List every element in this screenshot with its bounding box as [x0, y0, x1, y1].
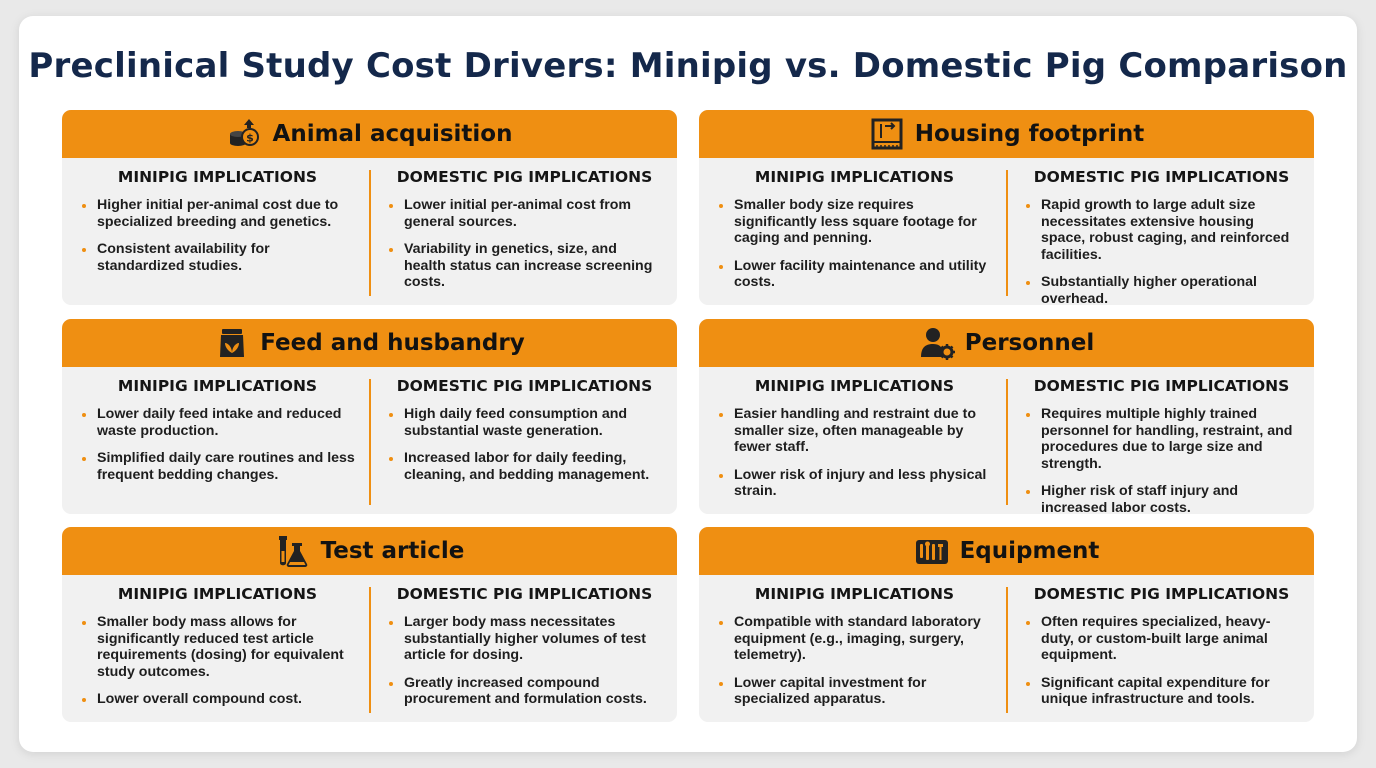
list-item: Increased labor for daily feeding, cleaning, and bedding management. [387, 450, 662, 483]
panel-body [62, 367, 677, 514]
bullet-list [80, 197, 355, 274]
panel-header [62, 527, 677, 575]
panel-equipment [699, 527, 1314, 722]
domestic-column [1006, 377, 1313, 514]
bullet-list [717, 614, 992, 708]
list-item: Lower risk of injury and less physical strain. [717, 467, 992, 500]
panel-header [62, 319, 677, 367]
bullet-list [387, 197, 662, 291]
panel-header [62, 110, 677, 158]
minipig-column [699, 585, 1006, 722]
list-item: Lower daily feed intake and reduced waste production. [80, 406, 355, 439]
minipig-column [699, 168, 1006, 305]
column-heading: MINIPIG IMPLICATIONS [117, 585, 318, 603]
list-item: Significant capital expenditure for unique infrastructure and tools. [1024, 675, 1299, 708]
list-item: Variability in genetics, size, and health status can increase screening costs. [387, 241, 662, 291]
panel-title: Animal acquisition [272, 121, 513, 147]
lab-flask-icon [275, 533, 311, 569]
column-heading: MINIPIG IMPLICATIONS [117, 377, 318, 395]
page-title: Preclinical Study Cost Drivers: Minipig vs. Domestic Pig Comparison [28, 46, 1348, 86]
column-heading: MINIPIG IMPLICATIONS [754, 168, 955, 186]
bullet-list [1024, 197, 1299, 305]
minipig-column [62, 377, 369, 514]
bullet-list [717, 406, 992, 500]
list-item: Requires multiple highly trained personnel for handling, restraint, and procedures due to large size and strength. [1024, 406, 1299, 472]
column-heading: MINIPIG IMPLICATIONS [754, 585, 955, 603]
list-item: Higher risk of staff injury and increased labor costs. [1024, 483, 1299, 514]
column-heading: DOMESTIC PIG IMPLICATIONS [1033, 585, 1290, 603]
panel-housing-footprint [699, 110, 1314, 305]
panel-body [62, 158, 677, 305]
domestic-column [369, 585, 676, 722]
minipig-column [62, 168, 369, 305]
bullet-list [1024, 614, 1299, 708]
list-item: Substantially higher operational overhead. [1024, 274, 1299, 305]
list-item: Often requires specialized, heavy-duty, or custom-built large animal equipment. [1024, 614, 1299, 664]
column-divider [369, 170, 371, 296]
list-item: Smaller body size requires significantly less square footage for caging and penning. [717, 197, 992, 247]
list-item: Higher initial per-animal cost due to specialized breeding and genetics. [80, 197, 355, 230]
list-item: Lower overall compound cost. [80, 691, 355, 708]
column-heading: MINIPIG IMPLICATIONS [117, 168, 318, 186]
list-item: Simplified daily care routines and less frequent bedding changes. [80, 450, 355, 483]
feed-bag-icon [214, 325, 250, 361]
column-divider [1006, 587, 1008, 713]
list-item: Lower initial per-animal cost from general sources. [387, 197, 662, 230]
panel-header [699, 527, 1314, 575]
minipig-column [699, 377, 1006, 514]
svg-text:$: $ [245, 131, 254, 145]
column-heading: DOMESTIC PIG IMPLICATIONS [396, 168, 653, 186]
panel-title: Personnel [964, 330, 1095, 356]
bullet-list [387, 614, 662, 708]
panel-body [699, 575, 1314, 722]
domestic-column [369, 377, 676, 514]
column-heading: DOMESTIC PIG IMPLICATIONS [1033, 377, 1290, 395]
column-heading: MINIPIG IMPLICATIONS [754, 377, 955, 395]
list-item: Smaller body mass allows for significantly reduced test article requirements (dosing) for equivalent study outcomes. [80, 614, 355, 680]
list-item: Lower facility maintenance and utility costs. [717, 258, 992, 291]
domestic-column [1006, 168, 1313, 305]
list-item: High daily feed consumption and substantial waste generation. [387, 406, 662, 439]
person-gear-icon [919, 325, 955, 361]
panel-test-article [62, 527, 677, 722]
bullet-list [1024, 406, 1299, 514]
panel-header [699, 110, 1314, 158]
panel-animal-acquisition [62, 110, 677, 305]
list-item: Greatly increased compound procurement and formulation costs. [387, 675, 662, 708]
list-item: Consistent availability for standardized studies. [80, 241, 355, 274]
column-heading: DOMESTIC PIG IMPLICATIONS [396, 585, 653, 603]
panel-personnel [699, 319, 1314, 514]
list-item: Lower capital investment for specialized apparatus. [717, 675, 992, 708]
column-divider [1006, 170, 1008, 296]
floor-plan-icon [869, 116, 905, 152]
column-divider [369, 379, 371, 505]
list-item: Compatible with standard laboratory equipment (e.g., imaging, surgery, telemetry). [717, 614, 992, 664]
panel-title: Equipment [959, 538, 1100, 564]
bullet-list [80, 406, 355, 483]
domestic-column [369, 168, 676, 305]
list-item: Easier handling and restraint due to smaller size, often manageable by fewer staff. [717, 406, 992, 456]
domestic-column [1006, 585, 1313, 722]
list-item: Rapid growth to large adult size necessitates extensive housing space, robust caging, and reinforced facilities. [1024, 197, 1299, 263]
panel-feed-husbandry [62, 319, 677, 514]
panel-title: Feed and husbandry [260, 330, 525, 356]
bullet-list [717, 197, 992, 291]
list-item: Larger body mass necessitates substantially higher volumes of test article for dosing. [387, 614, 662, 664]
coins-dollar-icon [227, 116, 263, 152]
panel-header [699, 319, 1314, 367]
minipig-column [62, 585, 369, 722]
column-divider [369, 587, 371, 713]
column-heading: DOMESTIC PIG IMPLICATIONS [1033, 168, 1290, 186]
panel-title: Test article [320, 538, 465, 564]
panel-body [699, 367, 1314, 514]
panel-body [699, 158, 1314, 305]
panel-title: Housing footprint [914, 121, 1145, 147]
toolbox-icon [914, 533, 950, 569]
column-divider [1006, 379, 1008, 505]
bullet-list [80, 614, 355, 708]
column-heading: DOMESTIC PIG IMPLICATIONS [396, 377, 653, 395]
bullet-list [387, 406, 662, 483]
panel-body [62, 575, 677, 722]
